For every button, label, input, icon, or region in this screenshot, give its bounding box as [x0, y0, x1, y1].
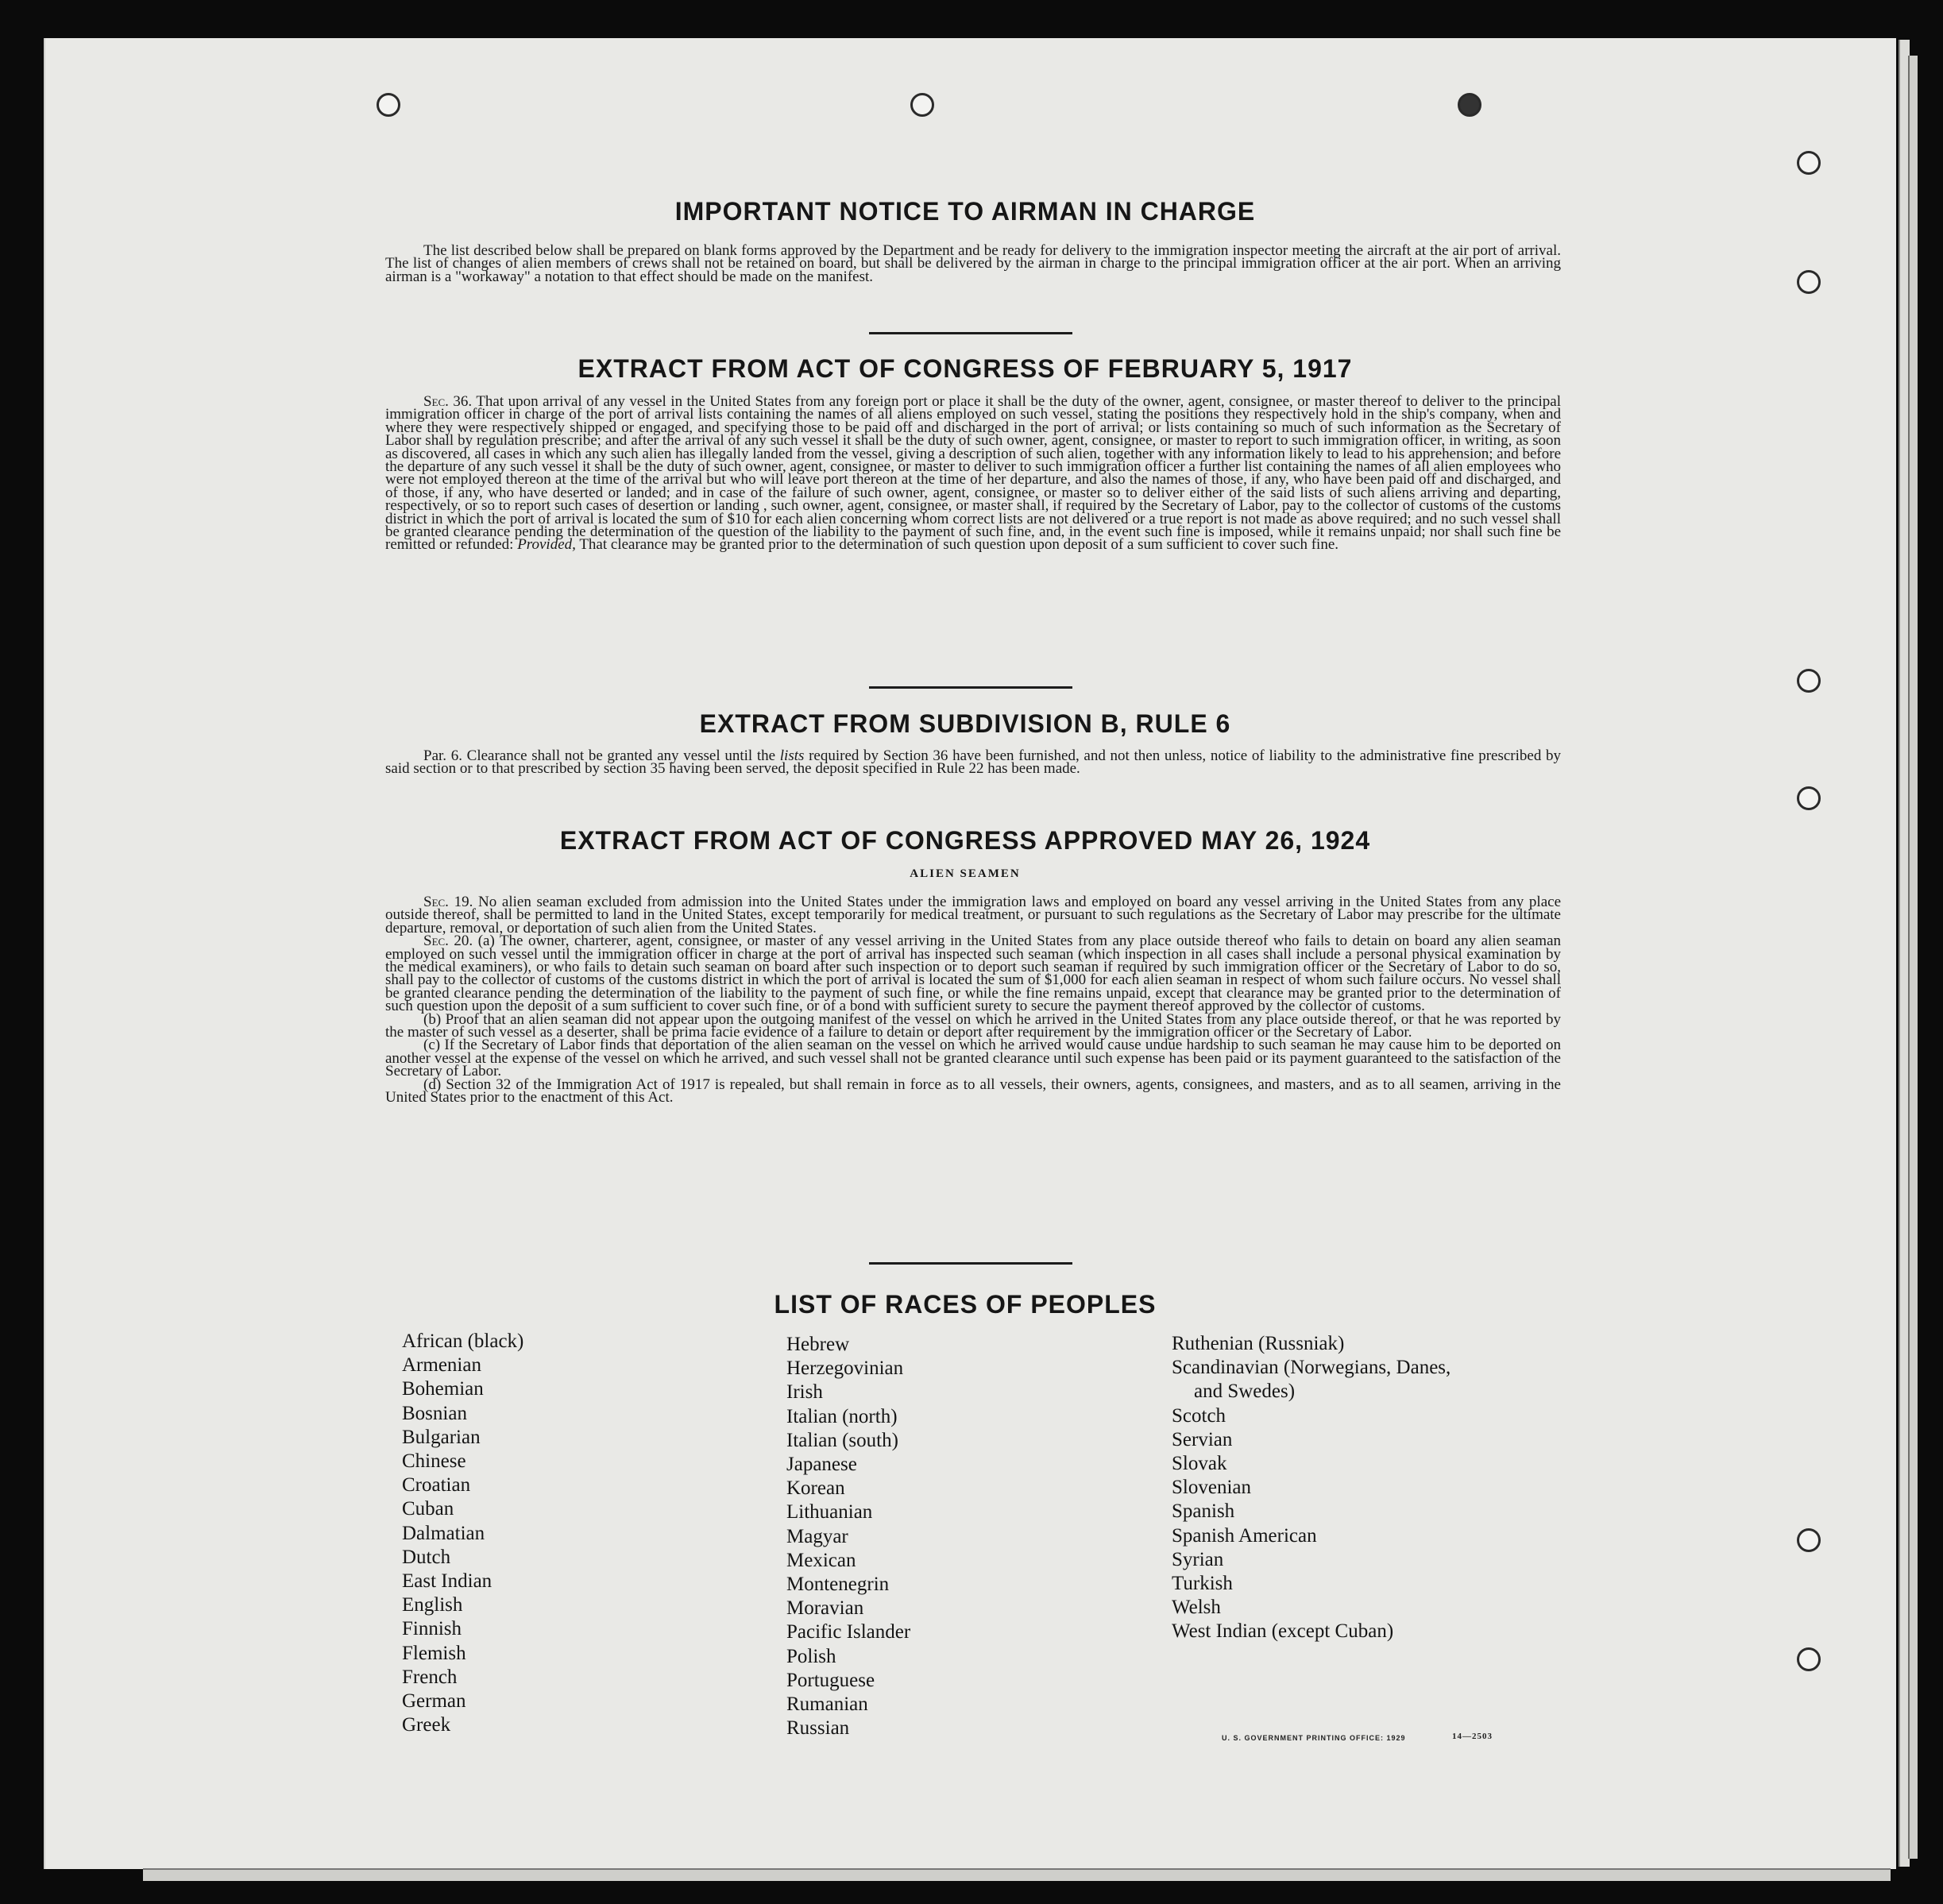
section-label: Sec. 36. [423, 393, 473, 410]
punch-hole [1797, 1647, 1821, 1671]
race-item: Mexican [786, 1549, 856, 1571]
race-item: Flemish [402, 1642, 466, 1664]
sec-36-tail: That clearance may be granted prior to the determination of such question upon deposit of a sum sufficient to cover such fine. [579, 536, 1338, 554]
punch-hole [910, 93, 934, 117]
races-column-3 [1172, 1332, 1450, 1644]
provided-term: Provided, [517, 536, 576, 554]
race-item: German [402, 1690, 466, 1713]
sec-36-text: That upon arrival of any vessel in the United States from any foreign port or place it shall be the duty of the owner, agent, consignee, or master thereof to deliver to the principal immigration officer in charge of the port of arrival lists containing the names of all aliens employed on such vessel, stating the positions they respectively hold in the ship's company, when and where they were respectively shipped or engaged, and specifying those to be paid off and discharged in the port of arrival; or lists containing so much of such information as the Secretary of Labor shall by regulation prescribe; and after the arrival of any such vessel it shall be the duty of such owner, agent, consignee, or master to report to such immigration officer, in writing, as soon as discovered, all cases in which any such alien has illegally landed from the vessel, giving a description of such alien, together with any information likely to lead to his apprehension; and before the departure of any such vessel it shall be the duty of such owner, agent, consignee, or master to deliver to such immigration officer a further list containing the names of all alien employees who were not employed thereon at the time of the arrival but who will leave port thereon at the time of her departure, and also the names of those, if any, who have been paid off and discharged, and of those, if any, who have deserted or landed; and in case of the failure of such owner, agent, consignee, or master so to deliver either of the said lists of such aliens arriving and departing, respectively, or so to report such cases of desertion or landing , such owner, agent, consignee, or master shall, if required by the Secretary of Labor, pay to the collector of customs of the customs district in which the port of arrival is located the sum of $10 for each alien concerning whom correct lists are not delivered or a true report is not made as above required; and no such vessel shall be granted clearance pending the determination of the question of the liability to the payment of such fine, and, in the event such fine is imposed, while it remains unpaid; nor shall such fine be remitted or refunded: [385, 393, 1561, 554]
notice-text: The list described below shall be prepared on blank forms approved by the Department and be ready for delivery to the immigration inspector meeting the aircraft at the air port of arrival. The list of changes of alien members of crews shall not be retained on board, but shall be delivered by the airman in charge to the principal immigration officer at the air port. When an arriving airman is a "workaway" a notation to that effect should be made on the manifest. [385, 242, 1561, 285]
section-divider [869, 1262, 1072, 1265]
sec-20c-text: (c) If the Secretary of Labor finds that deportation of the alien seaman on the vessel on which he arrived would cause undue hardship to such seaman he may cause him to be deported on another vessel at the expense of the vessel on which he arrived, and such vessel shall not be granted clearance until such expense has been paid or its payment guaranteed to the satisfaction of the Secretary of Labor. [385, 1037, 1561, 1080]
race-item: Croatian [402, 1474, 471, 1497]
rule-6-text-a: Clearance shall not be granted any vessel until the [466, 747, 776, 764]
race-item: Slovak [1172, 1453, 1227, 1475]
race-item: Spanish [1172, 1500, 1235, 1523]
races-column-1 [402, 1330, 523, 1737]
race-item: Italian (south) [786, 1429, 898, 1451]
punch-hole [1797, 669, 1821, 693]
race-item: Bulgarian [402, 1426, 481, 1448]
race-item: Turkish [1172, 1573, 1233, 1595]
race-item: Spanish American [1172, 1524, 1317, 1547]
paragraph-label: Par. 6. [423, 747, 462, 764]
race-item: Finnish [402, 1618, 462, 1640]
race-item: Armenian [402, 1354, 481, 1377]
rule-6-title: EXTRACT FROM SUBDIVISION B, RULE 6 [699, 709, 1231, 738]
race-item: Dutch [402, 1546, 451, 1568]
race-item: Irish [786, 1381, 823, 1404]
punch-hole [1458, 93, 1481, 117]
race-item: Russian [786, 1717, 850, 1740]
race-item: East Indian [402, 1570, 493, 1593]
punch-hole [1797, 270, 1821, 294]
section-divider [869, 686, 1072, 689]
race-item: Italian (north) [786, 1405, 898, 1427]
race-item: Greek [402, 1714, 451, 1736]
punch-hole [1797, 786, 1821, 810]
race-item: Pacific Islander [786, 1621, 911, 1643]
section-label: Sec. 19. [423, 894, 473, 910]
race-item: Chinese [402, 1450, 466, 1473]
section-divider [869, 332, 1072, 334]
notice-title: IMPORTANT NOTICE TO AIRMAN IN CHARGE [674, 197, 1256, 226]
race-item: Welsh [1172, 1597, 1221, 1619]
race-item: Bohemian [402, 1378, 484, 1400]
race-item: Scandinavian (Norwegians, Danes, [1172, 1357, 1451, 1379]
section-label: Sec. 20. [423, 933, 473, 950]
form-number: 14—2503 [1452, 1732, 1493, 1741]
rule-6-paragraph [385, 747, 1562, 778]
printer-imprint: U. S. GOVERNMENT PRINTING OFFICE: 1929 [1222, 1734, 1406, 1742]
race-item: Scotch [1172, 1404, 1226, 1427]
race-item: Ruthenian (Russniak) [1172, 1333, 1345, 1354]
race-item: Magyar [786, 1525, 848, 1547]
race-item: Slovenian [1172, 1477, 1251, 1499]
page-edge [143, 1868, 1891, 1881]
sec-20a-text: (a) The owner, charterer, agent, consignee, or master of any vessel arriving in the United States from any place outside thereof who fails to detain on board any alien seaman employed on such vessel until the immigration officer in charge at the port of arrival has inspected such seaman (which inspection in all cases shall include a personal physical examination by the medical examiners), or who fails to detain such seaman on board after such inspection or to deport such seaman if required by such immigration officer or the Secretary of Labor to do so, shall pay to the collector of customs of the customs district in which the port of arrival is located the sum of $1,000 for each alien seaman in respect of whom such failure occurs. No vessel shall be granted clearance pending the determination of the liability to the payment of such fine, or while the fine remains unpaid, except that clearance may be granted prior to the determination of such question upon the deposit of a sum sufficient to cover such fine, or of a bond with sufficient surety to secure the payment thereof approved by the collector of customs. [385, 933, 1561, 1015]
race-item: West Indian (except Cuban) [1172, 1620, 1394, 1643]
races-column-2 [786, 1333, 910, 1740]
punch-hole [377, 93, 400, 117]
alien-seamen-subtitle: ALIEN SEAMEN [910, 867, 1021, 880]
race-item: Dalmatian [402, 1522, 485, 1544]
act-1924-body [385, 896, 1561, 1105]
sec-20b-text: (b) Proof that an alien seaman did not appear upon the outgoing manifest of the vessel on which he arrived in the United States from any place outside thereof, or that he was reported by the master of such vessel as a deserter, shall be prima facie evidence of a failure to detain or deport after requirement by the immigration officer or the Secretary of Labor. [385, 1010, 1561, 1041]
races-title: LIST OF RACES OF PEOPLES [774, 1290, 1157, 1319]
race-item: Bosnian [402, 1402, 467, 1424]
notice-body [385, 242, 1561, 285]
race-item: Japanese [786, 1454, 857, 1476]
act-1917-title: EXTRACT FROM ACT OF CONGRESS OF FEBRUARY 5, 1917 [577, 354, 1353, 383]
race-item: Montenegrin [786, 1574, 890, 1596]
punch-hole [1797, 1528, 1821, 1552]
race-item: French [402, 1666, 458, 1688]
race-item: Hebrew [786, 1334, 850, 1355]
race-item: Polish [786, 1645, 836, 1667]
race-item: Korean [786, 1477, 845, 1500]
race-item: Rumanian [786, 1694, 868, 1716]
sec-36-paragraph [385, 393, 1561, 554]
punch-hole [1797, 151, 1821, 175]
race-item: Moravian [786, 1597, 864, 1620]
race-item: African (black) [402, 1330, 524, 1352]
race-item: and Swedes) [1194, 1381, 1296, 1403]
race-item: Lithuanian [786, 1501, 873, 1524]
race-item: Portuguese [786, 1669, 875, 1691]
race-item: Servian [1172, 1428, 1233, 1450]
rule-6-text-b: required by Section 36 have been furnished, and not then unless, notice of liability to the administrative fine prescribed by said section or to that prescribed by section 35 having been served, the deposit specified in Rule 22 has been made. [385, 747, 1562, 778]
lists-term: lists [779, 747, 805, 764]
sec-19-text: No alien seaman excluded from admission into the United States under the immigration laws and employed on board any vessel arriving in the United States from any place outside thereof, shall be permitted to land in the United States, except temporarily for medical treatment, or pursuant to such regulations as the Secretary of Labor may prescribe for the ultimate departure, removal, or deportation of such alien from the United States. [385, 894, 1562, 937]
sec-20d-text: (d) Section 32 of the Immigration Act of 1917 is repealed, but shall remain in force as to all vessels, their owners, agents, consignees, and masters, and as to all seamen, arriving in the United States prior to the enactment of this Act. [385, 1076, 1561, 1106]
race-item: Cuban [402, 1498, 454, 1520]
act-1924-title: EXTRACT FROM ACT OF CONGRESS APPROVED MAY 26, 1924 [559, 826, 1371, 855]
race-item: Syrian [1172, 1548, 1224, 1570]
race-item: Herzegovinian [786, 1358, 904, 1380]
race-item: English [402, 1594, 463, 1616]
page-edge [1908, 56, 1918, 1859]
